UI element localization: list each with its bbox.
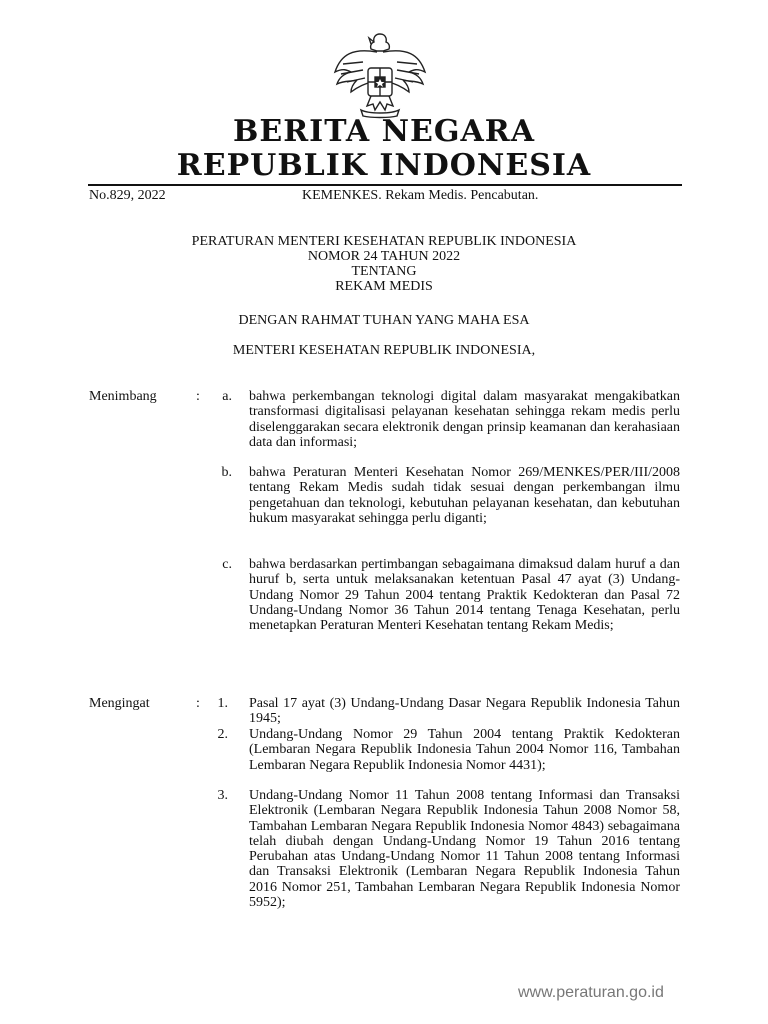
menimbang-marker-b: b. [221,465,232,480]
mengingat-marker-1: 1. [217,696,228,711]
blessing-line: DENGAN RAHMAT TUHAN YANG MAHA ESA [238,313,530,328]
mengingat-item-2: Undang-Undang Nomor 29 Tahun 2004 tentang Praktik Kedokteran (Lembaran Negara Republik Indonesia Tahun 2004 Nomor 116, Tambahan Lembaran Negara Republik Indonesia Nomor 4431); [249,727,680,773]
menimbang-item-b: bahwa Peraturan Menteri Kesehatan Nomor 269/MENKES/PER/III/2008 tentang Rekam Medis sudah tidak sesuai dengan perkembangan ilmu pengetahuan dan teknologi, kebutuhan pelayanan kesehatan, dan kebutuhan hukum masyarakat sehingga perlu diganti; [249,465,680,526]
regulation-about: TENTANG [351,264,417,279]
mengingat-colon: : [196,696,200,711]
gazette-subject: KEMENKES. Rekam Medis. Pencabutan. [302,188,539,203]
menimbang-marker-a: a. [222,389,232,404]
garuda-emblem-icon [333,28,427,120]
mengingat-label: Mengingat [89,696,150,711]
mengingat-item-1: Pasal 17 ayat (3) Undang-Undang Dasar Negara Republik Indonesia Tahun 1945; [249,696,680,727]
menimbang-item-c: bahwa berdasarkan pertimbangan sebagaimana dimaksud dalam huruf a dan huruf b, serta untuk melaksanakan ketentuan Pasal 47 ayat (3) Undang-Undang Nomor 29 Tahun 2004 tentang Praktik Kedokteran dan Pasal 72 Undang-Undang Nomor 36 Tahun 2014 tentang Tenaga Kesehatan, perlu menetapkan Peraturan Menteri Kesehatan tentang Rekam Medis; [249,557,680,634]
gazette-number: No.829, 2022 [89,188,166,203]
menimbang-item-a: bahwa perkembangan teknologi digital dalam masyarakat mengakibatkan transformasi digitalisasi pelayanan kesehatan sehingga rekam medis perlu diselenggarakan secara elektronik dengan prinsip keamanan dan kerahasiaan data dan informasi; [249,389,680,450]
regulation-number: NOMOR 24 TAHUN 2022 [307,249,461,264]
issuer-line: MENTERI KESEHATAN REPUBLIK INDONESIA, [232,343,536,358]
mengingat-item-3: Undang-Undang Nomor 11 Tahun 2008 tentang Informasi dan Transaksi Elektronik (Lembaran Negara Republik Indonesia Tahun 2008 Nomor 58, Tambahan Lembaran Negara Republik Indonesia Nomor 4843) sebagaimana telah diubah dengan Undang-Undang Nomor 19 Tahun 2016 tentang Perubahan atas Undang-Undang Nomor 11 Tahun 2008 tentang Informasi dan Transaksi Elektronik (Lembaran Negara Republik Indonesia Tahun 2016 Nomor 251, Tambahan Lembaran Negara Republik Indonesia Nomor 5952); [249,788,680,911]
footer-website-link[interactable]: www.peraturan.go.id [518,984,664,1001]
menimbang-marker-c: c. [222,557,232,572]
menimbang-colon: : [196,389,200,404]
mengingat-marker-3: 3. [217,788,228,803]
regulation-subject: REKAM MEDIS [335,279,433,294]
gazette-title-line2: REPUBLIK INDONESIA [176,148,592,183]
mengingat-marker-2: 2. [217,727,228,742]
regulation-title: PERATURAN MENTERI KESEHATAN REPUBLIK INDONESIA [191,234,577,249]
menimbang-label: Menimbang [89,389,157,404]
header-rule [88,184,682,186]
gazette-title-line1: BERITA NEGARA [233,114,535,149]
